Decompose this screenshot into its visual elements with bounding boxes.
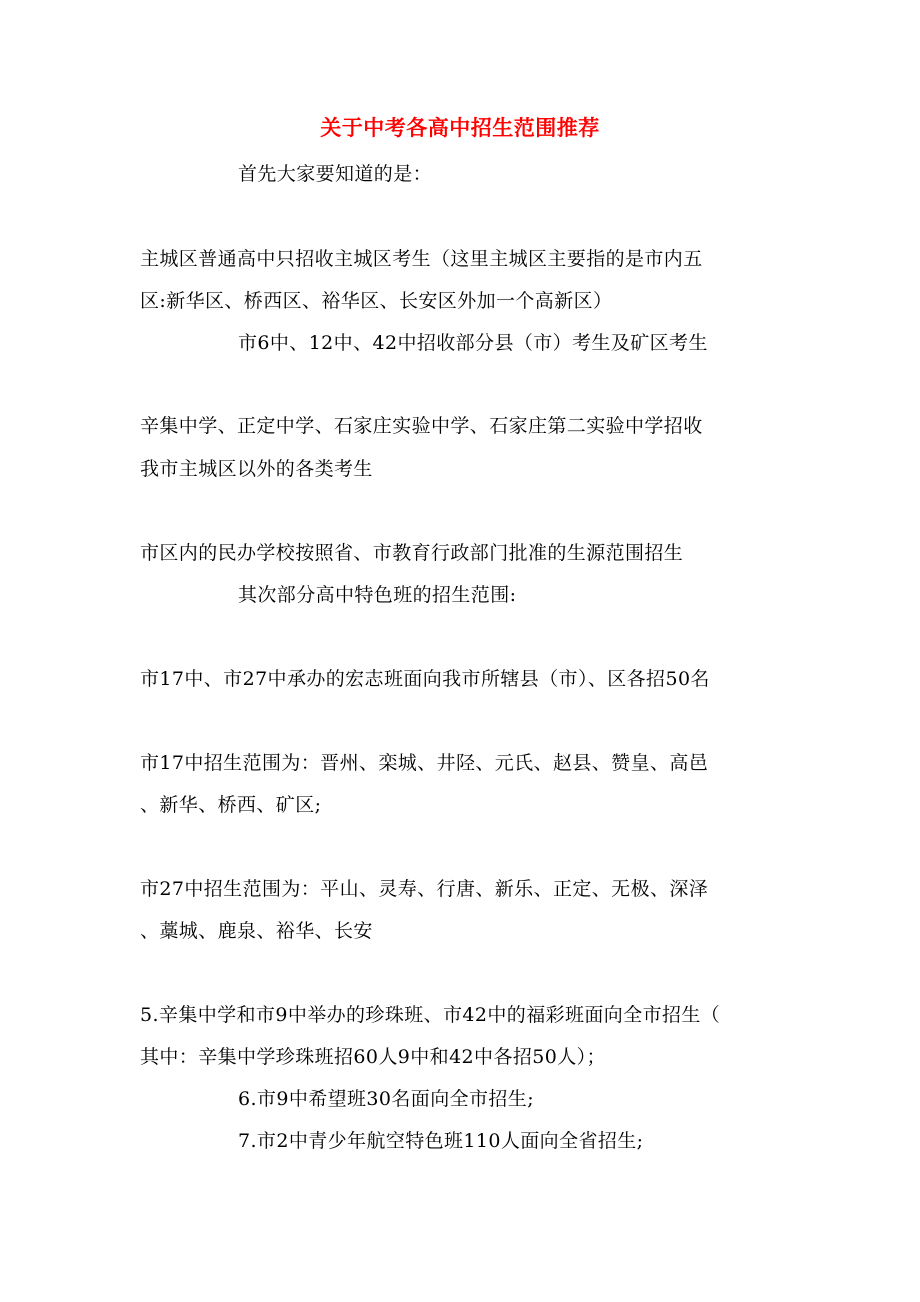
document-title: 关于中考各高中招生范围推荐	[320, 115, 600, 140]
text-line: 市6中、12中、42中招收部分县（市）考生及矿区考生	[238, 332, 708, 354]
text-line: 市27中招生范围为：平山、灵寿、行唐、新乐、正定、无极、深泽	[140, 878, 709, 900]
text-line: 我市主城区以外的各类考生	[140, 458, 373, 480]
text-line: 其次部分高中特色班的招生范围:	[238, 584, 517, 606]
text-line: 、藁城、鹿泉、裕华、长安	[140, 920, 373, 942]
text-line: 市17中招生范围为：晋州、栾城、井陉、元氏、赵县、赞皇、高邑	[140, 752, 709, 774]
text-line: 、新华、桥西、矿区;	[140, 794, 322, 816]
text-line: 首先大家要知道的是：	[238, 163, 433, 185]
text-line: 7.市2中青少年航空特色班110人面向全省招生;	[238, 1130, 644, 1152]
text-line: 5.辛集中学和市9中举办的珍珠班、市42中的福彩班面向全市招生（	[140, 1004, 721, 1026]
text-line: 主城区普通高中只招收主城区考生（这里主城区主要指的是市内五	[140, 248, 703, 270]
text-line: 6.市9中希望班30名面向全市招生;	[238, 1088, 534, 1110]
text-line: 市17中、市27中承办的宏志班面向我市所辖县（市）、区各招50名	[140, 668, 710, 690]
text-line: 其中：辛集中学珍珠班招60人9中和42中各招50人）；	[140, 1046, 606, 1068]
text-line: 区:新华区、桥西区、裕华区、长安区外加一个高新区）	[140, 290, 613, 312]
text-line: 辛集中学、正定中学、石家庄实验中学、石家庄第二实验中学招收	[140, 415, 703, 437]
text-line: 市区内的民办学校按照省、市教育行政部门批准的生源范围招生	[140, 542, 684, 564]
